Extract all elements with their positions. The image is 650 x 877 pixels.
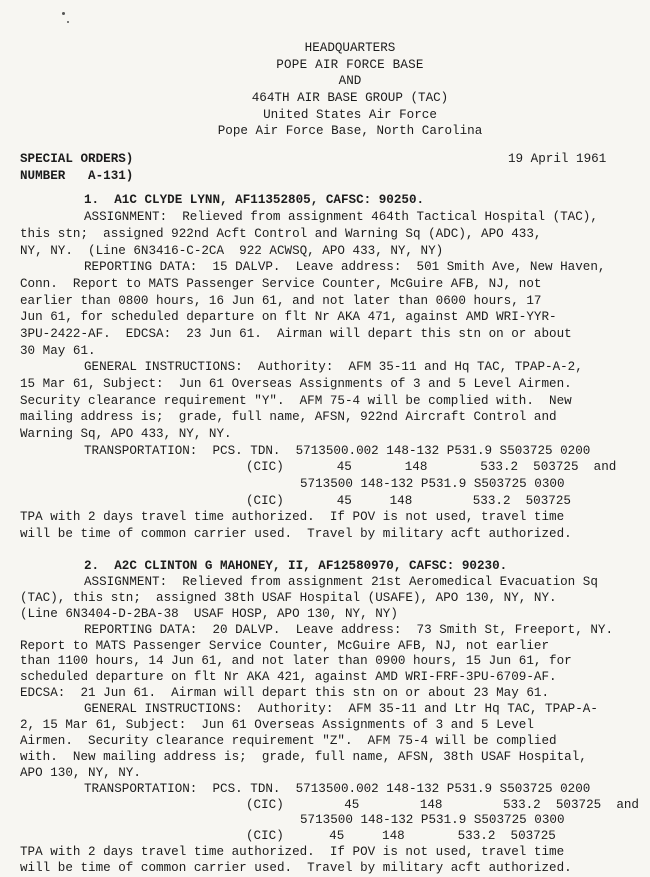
text-line: APO 130, NY, NY. (20, 765, 141, 780)
text-line: REPORTING DATA: 20 DALVP. Leave address: 73 Smith St, Freeport, NY. (84, 622, 614, 637)
transportation-line: TRANSPORTATION: PCS. TDN. 5713500.002 148-132 P531.9 S503725 0200 (84, 444, 591, 458)
text-line: EDCSA: 21 Jun 61. Airman will depart this stn on or about 23 May 61. (20, 686, 550, 701)
text-line: 2, 15 Mar 61, Subject: Jun 61 Overseas Assignments of 3 and 5 Level (20, 718, 534, 732)
text-line: Report to MATS Passenger Service Counter, McGuire AFB, NJ, not earlier (20, 638, 550, 653)
scan-speck (62, 12, 65, 15)
text-line: TPA with 2 days travel time authorized. If POV is not used, travel time (20, 510, 565, 524)
text-line: (TAC), this stn; assigned 38th USAF Hospital (USAFE), APO 130, NY, NY. (20, 590, 557, 605)
text-line: NY, NY. (Line 6N3416-C-2CA 922 ACWSQ, APO 433, NY, NY) (20, 244, 444, 258)
text-line: Airmen. Security clearance requirement "Z". AFM 75-4 will be complied (20, 733, 557, 748)
letterhead (0, 40, 650, 140)
letterhead-line: HEADQUARTERS (304, 41, 396, 55)
text-line: with. New mailing address is; grade, full name, AFSN, 38th USAF Hospital, (20, 749, 587, 764)
letterhead-line: Pope Air Force Base, North Carolina (217, 124, 483, 139)
text-line: 15 Mar 61, Subject: Jun 61 Overseas Assignments of 3 and 5 Level Airmen. (20, 377, 572, 391)
text-line: scheduled departure on flt Nr AKA 421, against AMD WRI-FRF-3PU-6709-AF. (20, 670, 557, 685)
order-number-block (20, 151, 133, 184)
text-line: mailing address is; grade, full name, AFSN, 922nd Aircraft Control and (20, 410, 557, 424)
text-line: 3PU-2422-AF. EDCSA: 23 Jun 61. Airman will depart this stn on or about (20, 327, 572, 341)
paragraph-2-heading: 2. A2C CLINTON G MAHONEY, II, AF12580970, CAFSC: 90230. (84, 559, 508, 573)
text-line: TPA with 2 days travel time authorized. If POV is not used, travel time (20, 845, 565, 860)
text-line: GENERAL INSTRUCTIONS: Authority: AFM 35-11 and Ltr Hq TAC, TPAP-A- (84, 702, 598, 717)
text-line: Security clearance requirement "Y". AFM 75-4 will be complied with. New (20, 394, 572, 408)
letterhead-line: AND (338, 74, 362, 89)
text-line: than 1100 hours, 14 Jun 61, and not later than 0900 hours, 15 Jun 61, for (20, 654, 572, 669)
letterhead-line: POPE AIR FORCE BASE (276, 57, 424, 72)
text-line: ASSIGNMENT: Relieved from assignment 464th Tactical Hospital (TAC), (84, 210, 598, 224)
text-line: Jun 61, for scheduled departure on flt Nr AKA 471, against AMD WRI-YYR- (20, 310, 557, 324)
text-line: earlier than 0800 hours, 16 Jun 61, and not later than 0600 hours, 17 (20, 294, 542, 308)
transportation-line: (CIC) 45 148 533.2 503725 (246, 494, 571, 508)
transportation-line: (CIC) 45 148 533.2 503725 and (246, 460, 617, 474)
order-number: NUMBER A-131) (20, 168, 134, 183)
transportation-line: (CIC) 45 148 533.2 503725 (246, 829, 556, 844)
scan-speck (67, 21, 69, 23)
text-line: will be time of common carrier used. Travel by military acft authorized. (20, 861, 572, 876)
text-line: GENERAL INSTRUCTIONS: Authority: AFM 35-11 and Hq TAC, TPAP-A-2, (84, 360, 583, 374)
letterhead-line: 464TH AIR BASE GROUP (TAC) (251, 91, 449, 106)
text-line: this stn; assigned 922nd Acft Control and Warning Sq (ADC), APO 433, (20, 227, 542, 241)
transportation-line: 5713500 148-132 P531.9 S503725 0300 (300, 813, 565, 828)
letterhead-line: United States Air Force (263, 107, 437, 122)
text-line: ASSIGNMENT: Relieved from assignment 21st Aeromedical Evacuation Sq (84, 574, 598, 589)
transportation-line: 5713500 148-132 P531.9 S503725 0300 (300, 477, 565, 491)
text-line: (Line 6N3404-D-2BA-38 USAF HOSP, APO 130, NY, NY) (20, 606, 398, 621)
text-line: 30 May 61. (20, 344, 96, 358)
order-label: SPECIAL ORDERS) (20, 152, 134, 166)
text-line: REPORTING DATA: 15 DALVP. Leave address: 501 Smith Ave, New Haven, (84, 260, 606, 274)
paragraph-1-heading: 1. A1C CLYDE LYNN, AF11352805, CAFSC: 90250. (84, 193, 425, 207)
order-date: 19 April 1961 (508, 152, 607, 166)
text-line: will be time of common carrier used. Travel by military acft authorized. (20, 527, 572, 541)
text-line: Conn. Report to MATS Passenger Service Counter, McGuire AFB, NJ, not (20, 277, 542, 291)
transportation-line: TRANSPORTATION: PCS. TDN. 5713500.002 148-132 P531.9 S503725 0200 (84, 781, 591, 796)
transportation-line: (CIC) 45 148 533.2 503725 and (246, 797, 639, 812)
text-line: Warning Sq, APO 433, NY, NY. (20, 427, 232, 441)
